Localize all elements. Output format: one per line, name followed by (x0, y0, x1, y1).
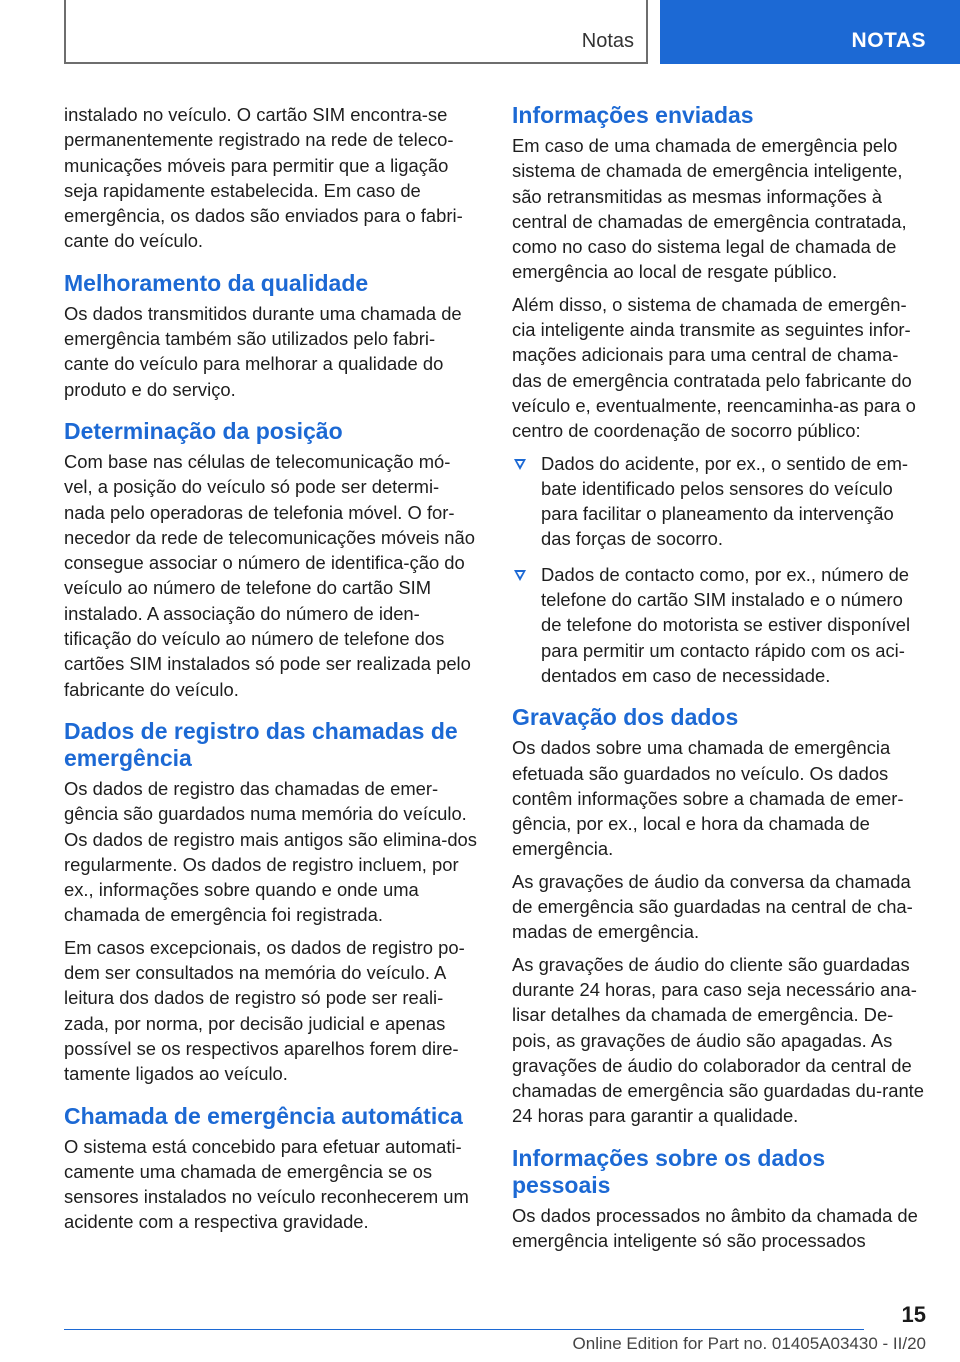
section-paragraph: Os dados de registro das chamadas de emer-gência são guardados numa memória do veículo. Os dados de registro mais antigos são elimina-dos regularmente. Os dados de registro incluem, por ex., informações sobre quando e onde uma chamada de emergência foi registrada. (64, 777, 477, 926)
footer-edition: Online Edition for Part no. 01405A03430 - II/20 (572, 1334, 926, 1353)
page-number: 15 (901, 1302, 926, 1327)
intro-paragraph: instalado no veículo. O cartão SIM encontra-se permanentemente registrado na rede de teleco-municações móveis para permitir que a ligação seja rapidamente estabelecida. Em caso de emergência, os dados são enviados para o fabri-cante do veículo. (64, 104, 463, 252)
header-chapter-tab-label: NOTAS (851, 29, 926, 52)
list-item (512, 451, 928, 552)
section-paragraph: Os dados transmitidos durante uma chamada de emergência também são utilizados pelo fabri-cante do veículo para melhorar a qualidade do produto e do serviço. (64, 302, 462, 400)
section-paragraph: As gravações de áudio do cliente são guardadas durante 24 horas, para caso seja necessário ana-lisar detalhes da chamada de emergência. De-pois, as gravações de áudio são apagadas. As gravações de áudio do colaborador da central de chamadas de emergência são guardadas du-rante 24 horas para garantir a qualidade. (512, 953, 925, 1127)
section-heading-call-log: Dados de registro das chamadas de emergência (64, 717, 458, 771)
section-heading-info-sent: Informações enviadas (512, 102, 754, 128)
header-frame (64, 0, 648, 64)
section-paragraph: Em casos excepcionais, os dados de registro po-dem ser consultados na memória do veículo. A leitura dos dados de registro só pode ser reali-zada, por norma, por decisão judicial e apenas possível se os respectivos aparelhos forem dire-tamente ligados ao veículo. (64, 936, 465, 1085)
section-heading-position: Determinação da posição (64, 417, 343, 444)
section-paragraph: As gravações de áudio da conversa da chamada de emergência são guardadas na central de cha-madas de emergência. (512, 870, 913, 943)
section-heading-personal-data: Informações sobre os dados pessoais (512, 1144, 826, 1198)
header-chapter-tab[interactable] (660, 0, 960, 64)
section-paragraph: O sistema está concebido para efetuar automati-camente uma chamada de emergência se os sensores instalados no veículo reconhecerem um acidente com a respectiva gravidade. (64, 1135, 469, 1233)
list-item-text: Dados do acidente, por ex., o sentido de em-bate identificado pelos sensores do veículo para facilitar o planeamento da intervenção das forças de socorro. (541, 452, 909, 550)
section-paragraph: Com base nas células de telecomunicação mó-vel, a posição do veículo só pode ser determi-nada pelo operadoras de telefonia móvel. O for-necedor da rede de telecomunicações móveis não consegue associar o número de identifica-ção do veículo ao número de telefone do cartão SIM instalado. A associação do número de iden-tificação do veículo ao número de telefone dos cartões SIM instalados só pode ser realizada pelo fabricante do veículo. (64, 450, 475, 700)
section-paragraph: Os dados sobre uma chamada de emergência efetuada são guardados no veículo. Os dados contêm informações sobre a chamada de emer-gência, por ex., local e hora da chamada de emergência. (512, 737, 904, 860)
header-section-title: Notas (581, 30, 634, 52)
triangle-down-icon (514, 459, 526, 470)
section-paragraph: Os dados processados no âmbito da chamada de emergência inteligente só são processados (512, 1204, 918, 1251)
section-heading-automatic-call: Chamada de emergência automática (64, 1102, 463, 1129)
right-column (512, 102, 928, 1260)
section-paragraph: Além disso, o sistema de chamada de emergên-cia inteligente ainda transmite as seguintes infor-mações adicionais para uma central de chama-das de emergência contratada pelo fabricante do veículo e, eventualmente, reencaminha-as para o centro de coordenação de socorro público: (512, 293, 916, 442)
bullet-list (512, 451, 928, 689)
footer-divider (64, 1329, 864, 1330)
section-heading-quality: Melhoramento da qualidade (64, 269, 369, 296)
triangle-down-icon (514, 570, 526, 581)
section-paragraph: Em caso de uma chamada de emergência pelo sistema de chamada de emergência inteligente, são retransmitidas as mesmas informações à central de chamadas de emergência contratada, como no caso do sistema legal de chamada de emergência ao local de resgate público. (512, 135, 907, 283)
list-item-text: Dados de contacto como, por ex., número de telefone do cartão SIM instalado e o número de telefone do motorista se estiver disponível para permitir um contacto rápido com os aci-dentados em caso de necessidade. (541, 563, 911, 686)
left-column (64, 102, 478, 1242)
list-item (512, 562, 928, 688)
section-heading-recording: Gravação dos dados (512, 704, 739, 731)
